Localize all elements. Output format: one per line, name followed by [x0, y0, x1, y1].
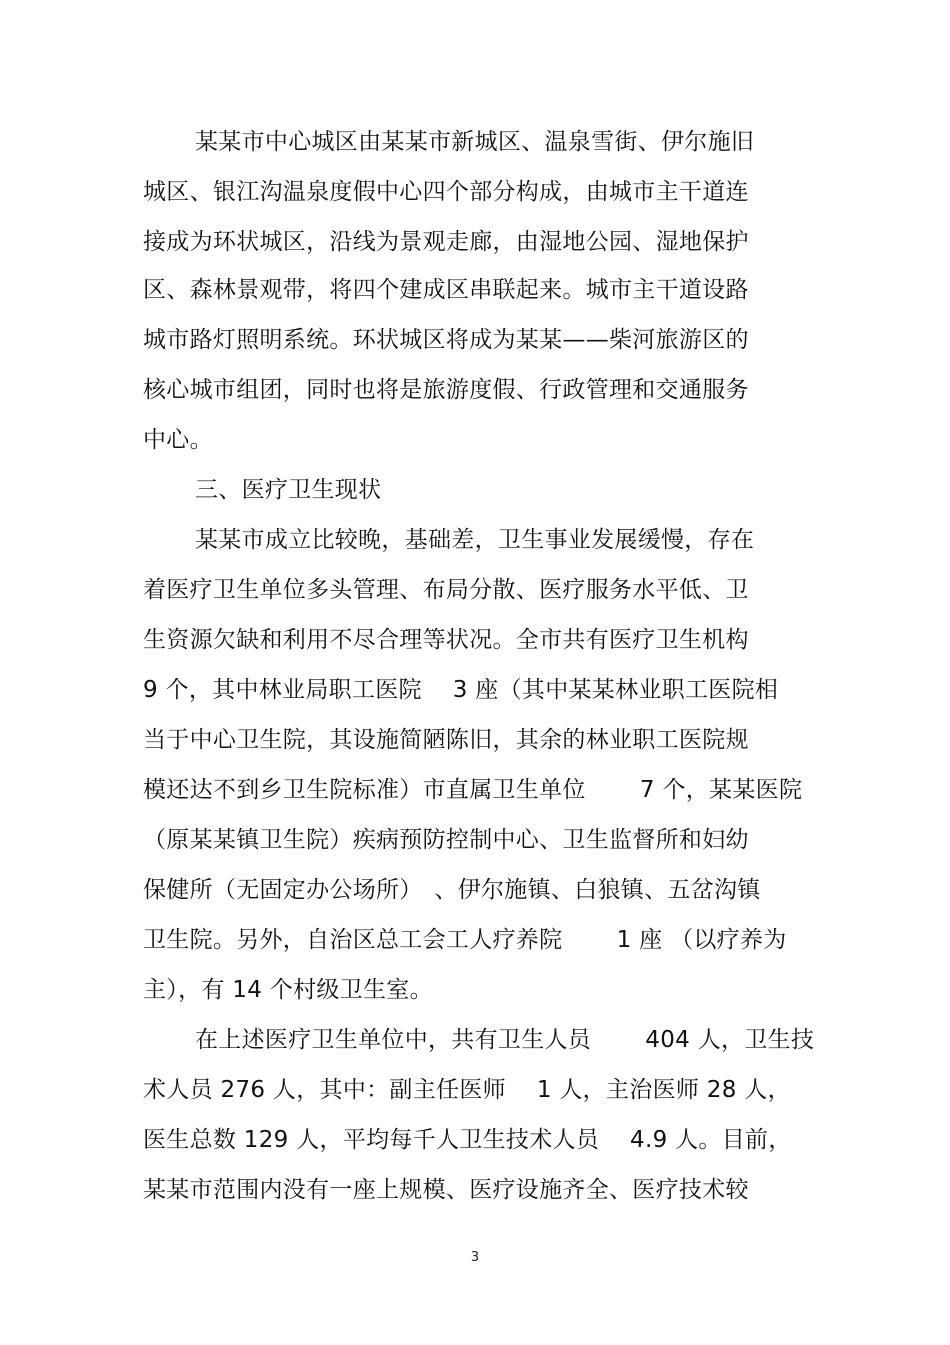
- section-heading: 三、医疗卫生现状: [195, 477, 382, 503]
- text-line: 9 个，其中林业局职工医院 3 座（其中某某林业职工医院相: [143, 677, 779, 703]
- text-line: 医生总数 129 人，平均每千人卫生技术人员 4.9 人。目前，: [143, 1127, 792, 1153]
- text-line: （原某某镇卫生院）疾病预防控制中心、卫生监督所和妇幼: [143, 827, 749, 853]
- text-line: 城市路灯照明系统。环状城区将成为某某——柴河旅游区的: [143, 327, 749, 353]
- text-line: 模还达不到乡卫生院标准）市直属卫生单位 7 个，某某医院: [143, 777, 803, 803]
- text-line: 保健所（无固定办公场所） 、伊尔施镇、白狼镇、五岔沟镇: [143, 877, 761, 903]
- text-line: 核心城市组团，同时也将是旅游度假、行政管理和交通服务: [143, 377, 749, 403]
- text-line: 某某市范围内没有一座上规模、医疗设施齐全、医疗技术较: [143, 1177, 749, 1203]
- text-line: 区、森林景观带，将四个建成区串联起来。城市主干道设路: [143, 277, 749, 303]
- text-line: 主），有 14 个村级卫生室。: [143, 977, 433, 1003]
- text-line: 着医疗卫生单位多头管理、布局分散、医疗服务水平低、卫: [143, 577, 749, 603]
- text-line: 在上述医疗卫生单位中，共有卫生人员 404 人，卫生技: [195, 1027, 815, 1053]
- text-line: 某某市中心城区由某某市新城区、温泉雪街、伊尔施旧: [195, 129, 755, 155]
- text-line: 某某市成立比较晚，基础差，卫生事业发展缓慢，存在: [195, 527, 755, 553]
- text-line: 接成为环状城区，沿线为景观走廊，由湿地公园、湿地保护: [143, 229, 749, 255]
- text-line: 当于中心卫生院，其设施简陋陈旧，其余的林业职工医院规: [143, 727, 749, 753]
- page-number: 3: [470, 1250, 480, 1265]
- text-line: 卫生院。另外，自治区总工会工人疗养院 1 座 （以疗养为: [143, 927, 787, 953]
- text-line: 中心。: [143, 427, 213, 453]
- text-line: 生资源欠缺和利用不尽合理等状况。全市共有医疗卫生机构: [143, 627, 749, 653]
- text-line: 术人员 276 人，其中：副主任医师 1 人，主治医师 28 人，: [143, 1077, 791, 1103]
- text-line: 城区、银江沟温泉度假中心四个部分构成，由城市主干道连: [143, 179, 749, 205]
